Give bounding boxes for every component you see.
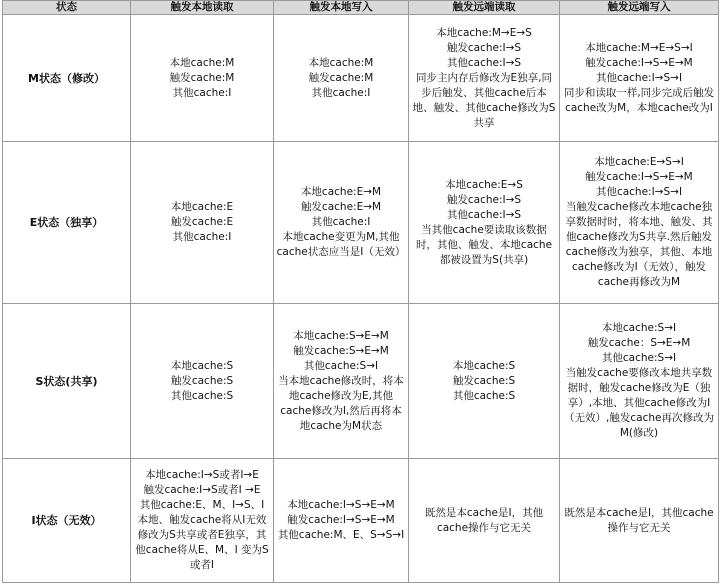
cell-note: 既然是本cache是I，其他cache操作与它无关 bbox=[564, 506, 714, 534]
cell-note: 本地cache变更为M,其他cache状态应当是I（无效） bbox=[276, 231, 406, 258]
cell-e-remote-read bbox=[409, 142, 560, 304]
cell-m-remote-write bbox=[560, 15, 719, 142]
cell-line: 触发cache:I→S→E→M bbox=[585, 171, 693, 183]
cell-line: 其他cache:I bbox=[311, 216, 371, 228]
row-header-s: S状态(共享) bbox=[3, 304, 131, 459]
cell-line: 其他cache:S→I bbox=[601, 352, 677, 364]
cell-line: 本地cache:I→S或者I→E bbox=[145, 469, 259, 481]
cell-line: 本地cache:E→M bbox=[300, 186, 382, 198]
cell-line: 其他cache:I→S→I bbox=[595, 186, 683, 198]
cell-s-remote-write bbox=[560, 304, 719, 459]
cell-e-local-write bbox=[274, 142, 409, 304]
cell-note: 当本地cache修改时，将本地cache修改为E,其他cache修改为I,然后再将本地cache为M状态 bbox=[278, 374, 404, 432]
cell-line: 其他cache:I bbox=[172, 86, 232, 99]
cell-line: 触发cache:I→S或者I →E bbox=[143, 484, 261, 496]
row-header-e: E状态（独享） bbox=[3, 142, 131, 304]
cell-line: 本地cache:I→S→E→M bbox=[287, 499, 395, 511]
row-header-m: M状态（修改） bbox=[3, 15, 131, 142]
cell-line: 本地cache:S bbox=[452, 359, 516, 372]
cell-line: 其他cache:S→I bbox=[303, 359, 379, 372]
cell-line: 触发cache:E bbox=[170, 216, 234, 228]
cell-line: 触发cache:S bbox=[170, 374, 234, 387]
table-row bbox=[3, 15, 719, 142]
cell-note: 同步主内存后修改为E独享,同步后触发、其他cache后本地、触发、其他cache修改为S共享 bbox=[412, 71, 556, 129]
cell-line: 本地cache:E bbox=[170, 201, 234, 213]
cell-s-local-write bbox=[274, 304, 409, 459]
cell-line: 其他cache:S bbox=[170, 389, 234, 402]
cell-m-remote-read bbox=[409, 15, 560, 142]
cell-line: 本地cache:M bbox=[169, 56, 235, 69]
cell-line: 触发cache:I→S→E→M bbox=[585, 56, 693, 69]
cell-note: 既然是本cache是I，其他cache操作与它无关 bbox=[424, 506, 544, 534]
cell-line: 触发cache:E→M bbox=[300, 201, 382, 213]
cell-line: 本地cache:M→E→S→I bbox=[585, 41, 693, 54]
cell-note: 当触发cache要修改本地共享数据时，触发cache修改为E（独享）,本地、其他cache修改为I（无效）,触发cache再次修改为M(修改) bbox=[564, 367, 714, 439]
table-row bbox=[3, 459, 719, 583]
table-row bbox=[3, 304, 719, 459]
mesi-state-table bbox=[2, 0, 719, 583]
table-row bbox=[3, 142, 719, 304]
header-state: 状态 bbox=[3, 1, 131, 15]
cell-i-remote-write bbox=[560, 459, 719, 583]
cell-i-local-write bbox=[274, 459, 409, 583]
cell-line: 其他cache:M、E、S→S→I bbox=[277, 529, 405, 541]
cell-line: 触发cache:I→S bbox=[446, 41, 522, 54]
cell-line: 本地cache:E→S bbox=[445, 178, 523, 191]
cell-line: 其他cache:I→S bbox=[446, 208, 522, 221]
cell-s-local-read bbox=[131, 304, 274, 459]
cell-line: 本地cache:S→E→M bbox=[293, 329, 389, 342]
cell-note: 同步和读取一样,同步完成后触发cache改为M，本地cache改为I bbox=[563, 86, 715, 114]
cell-e-remote-write bbox=[560, 142, 719, 304]
cell-line: 其他cache:E、M、I→S、I bbox=[139, 499, 265, 511]
cell-e-local-read bbox=[131, 142, 274, 304]
cell-line: 触发cache:M bbox=[308, 71, 374, 84]
cell-line: 本地cache:M→E→S bbox=[436, 26, 532, 39]
cell-line: 其他cache:I→S→I bbox=[595, 71, 683, 84]
cell-line: 本地cache:S bbox=[170, 359, 234, 372]
cell-line: 本地cache:M bbox=[308, 56, 374, 69]
cell-line: 触发cache:I→S→E→M bbox=[287, 514, 395, 526]
cell-note: 本地、触发cache将从I无效修改为S共享或者E独享，其他cache将从E、M、I 变为S或者I bbox=[135, 514, 269, 571]
cell-note: 当触发cache修改本地cache独享数据时时，将本地、触发、其他cache修改为S共享.然后触发cache修改为独享，其他、本地cache修改为I（无效），触发cache再修改为M bbox=[565, 201, 713, 288]
header-row bbox=[3, 1, 719, 15]
cell-line: 触发cache:I→S bbox=[446, 193, 522, 206]
cell-note: 当其他cache要读取该数据时，其他、触发、本地cache都被设置为S(共享) bbox=[415, 223, 553, 266]
cell-m-local-write bbox=[274, 15, 409, 142]
header-local-write: 触发本地写入 bbox=[274, 1, 409, 15]
cell-line: 其他cache:I→S bbox=[446, 56, 522, 69]
header-remote-read: 触发远端读取 bbox=[409, 1, 560, 15]
cell-i-local-read bbox=[131, 459, 274, 583]
cell-line: 触发cache：S→E→M bbox=[587, 337, 691, 349]
cell-line: 触发cache:S bbox=[452, 374, 516, 387]
cell-line: 触发cache:S→E→M bbox=[293, 344, 389, 357]
cell-line: 其他cache:S bbox=[452, 389, 516, 402]
row-header-i: I状态（无效） bbox=[3, 459, 131, 583]
header-local-read: 触发本地读取 bbox=[131, 1, 274, 15]
cell-line: 触发cache:M bbox=[169, 71, 235, 84]
cell-line: 本地cache:E→S→I bbox=[594, 156, 684, 168]
cell-line: 本地cache:S→I bbox=[601, 322, 677, 334]
header-remote-write: 触发远端写入 bbox=[560, 1, 719, 15]
cell-m-local-read bbox=[131, 15, 274, 142]
cell-s-remote-read bbox=[409, 304, 560, 459]
cell-line: 其他cache:I bbox=[172, 231, 232, 243]
cell-i-remote-read bbox=[409, 459, 560, 583]
cell-line: 其他cache:I bbox=[311, 86, 371, 99]
